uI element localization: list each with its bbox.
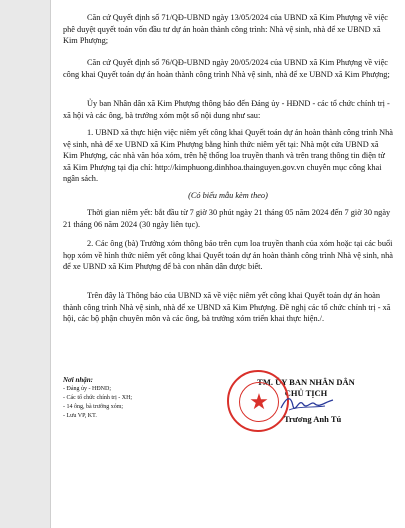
paragraph-2: Căn cứ Quyết định số 76/QĐ-UBND ngày 20/05/2024 của UBND xã Kim Phượng về việc công khai Quyết toán dự án hoàn thành công trình Nhà vệ sinh, nhà để xe UBND xã Kim Phượng; [63,58,390,79]
recipient-item: - 14 ông, bà trưởng xóm; [63,404,124,410]
paragraph-6: 2. Các ông (bà) Trưởng xóm thông báo trên cụm loa truyền thanh của xóm hoặc tại các buổi họp xóm về hình thức niêm yết công khai Quyết toán dự án hoàn thành công trình Nhà vệ sinh, nhà để xe UBND xã Kim Phượng để bà con nhân dân được biết. [63,239,393,272]
signature-role: CHỦ TỊCH [284,388,328,398]
paragraph-1: Căn cứ Quyết định số 71/QĐ-UBND ngày 13/05/2024 của UBND xã Kim Phượng về việc phê duyệt quyết toán vốn đầu tư dự án hoàn thành công trình: Nhà vệ sinh, nhà để xe UBND xã Kim Phượng; [63,13,388,46]
paragraph-3: Ủy ban Nhân dân xã Kim Phượng thông báo đến Đảng ủy - HĐND - các tổ chức chính trị - xã hội và các ông, bà trưởng xóm một số nội dung như sau: [63,99,390,120]
recipient-item: - Các tổ chức chính trị - XH; [63,395,133,401]
star-icon: ★ [249,389,269,414]
seal-inner-ring [239,382,279,422]
document-page [50,0,405,528]
handwritten-signature [277,390,337,416]
recipients-block [63,375,193,421]
paragraph-4: 1. UBND xã thực hiện việc niêm yết công khai Quyết toán dự án hoàn thành công trình Nhà vệ sinh, nhà để xe UBND xã Kim Phượng bằng hình thức niêm yết tại: Nhà một cửa UBND xã Kim Phượng, các nhà văn hóa xóm, trên hệ thống loa truyền thanh và trên trang thông tin điện tử xã Kim Phượng tại địa chỉ: http://kimphuong.dinhhoa.thainguyen.gov.vn chuyên mục công khai ngân sách. [63,128,393,184]
signer-name: Trương Anh Tú [284,414,342,424]
paragraph-5: Thời gian niêm yết: bắt đầu từ 7 giờ 30 phút ngày 21 tháng 05 năm 2024 đến 7 giờ 30 ngày 21 tháng 06 năm 2024 (30 ngày liên tục). [63,208,391,229]
signature-title: TM. ỦY BAN NHÂN DÂN [257,377,355,387]
attachment-caption: (Có biểu mẫu kèm theo) [188,191,268,200]
paragraph-7: Trên đây là Thông báo của UBND xã về việc niêm yết công khai Quyết toán dự án hoàn thành công trình Nhà vệ sinh, nhà để xe UBND xã Kim Phượng. Đề nghị các tổ chức chính trị - xã hội, các bộ phận chuyên môn và các ông, bà trưởng xóm triển khai thực hiện./. [63,291,391,324]
recipient-item: - Lưu VP, KT. [63,413,97,419]
recipient-item: - Đảng ủy - HĐND; [63,386,111,392]
recipients-heading: Nơi nhận: [63,376,94,384]
